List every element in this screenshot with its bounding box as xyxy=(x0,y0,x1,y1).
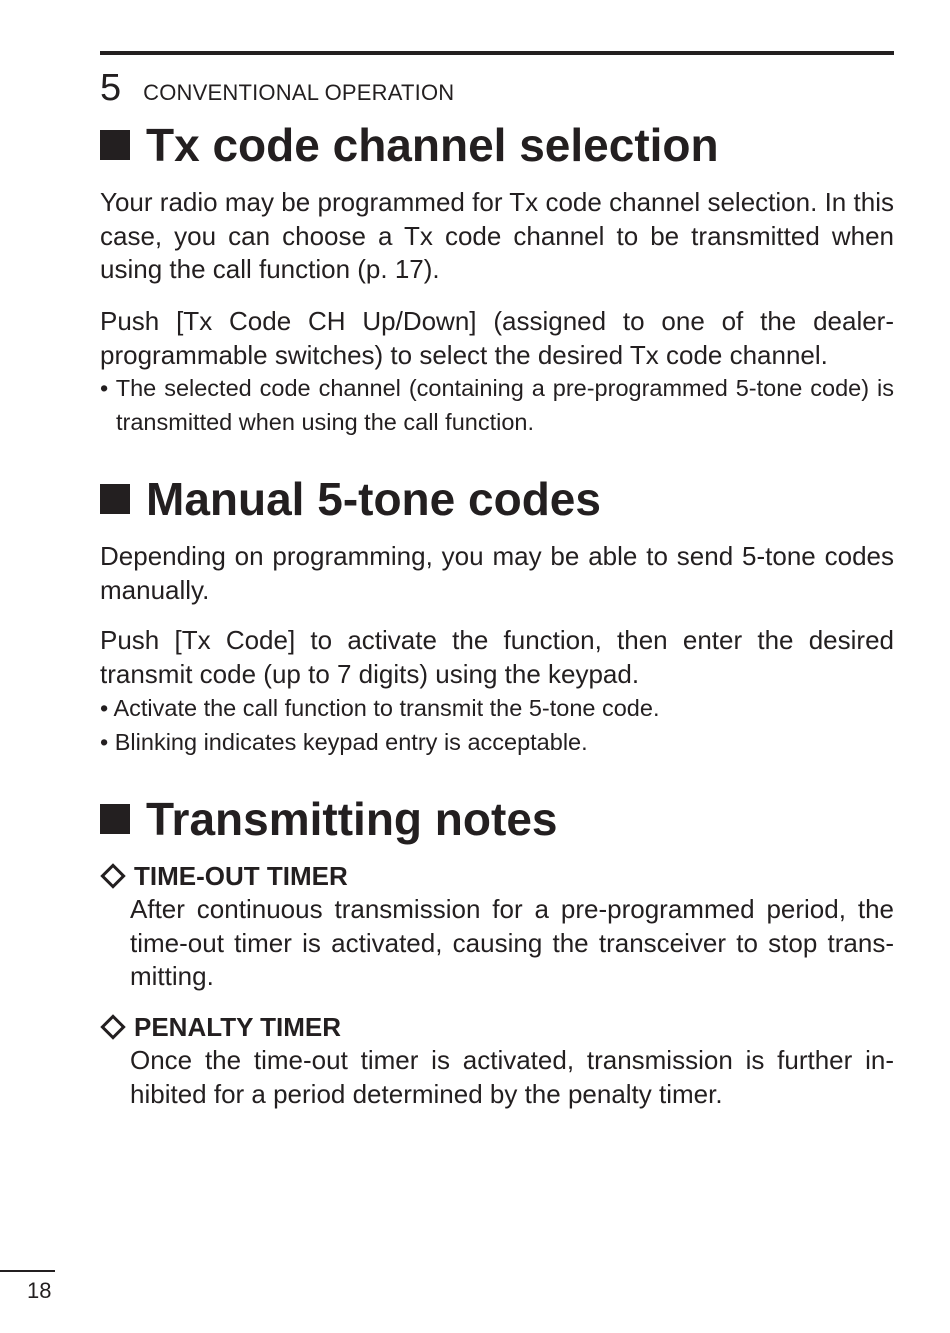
subheading-title: TIME-OUT TIMER xyxy=(134,861,348,891)
footer-rule xyxy=(0,1270,55,1272)
square-bullet-icon xyxy=(100,804,130,834)
bullet-item: • Blinking indicates keypad entry is acceptable. xyxy=(100,729,588,755)
chapter-title: CONVENTIONAL OPERATION xyxy=(143,80,455,105)
running-head xyxy=(100,66,454,110)
subheading-penalty-timer xyxy=(100,1010,341,1044)
diamond-icon xyxy=(100,863,125,888)
subheading-time-out-timer xyxy=(100,859,348,893)
paragraph: Push [Tx Code CH Up/Down] (assigned to one of the dealer-programmable switches) to select the desired Tx code channel. xyxy=(100,306,894,370)
subheading-title: PENALTY TIMER xyxy=(134,1012,342,1042)
page-number: 18 xyxy=(27,1278,52,1303)
section-title: Manual 5-tone codes xyxy=(146,473,601,525)
paragraph: Your radio may be programmed for Tx code channel selection. In this case, you can choose a Tx code channel to be transmitted when using the call function (p. 17). xyxy=(100,187,894,284)
subsection-text: After continuous transmission for a pre-programmed period, the time-out timer is activated, causing the transceiver to stop trans-mitting. xyxy=(130,894,894,991)
subsection-text: Once the time-out timer is activated, transmission is further in-hibited for a period determined by the penalty timer. xyxy=(130,1045,894,1109)
bullet-item: • Activate the call function to transmit the 5-tone code. xyxy=(100,695,660,721)
section-title: Transmitting notes xyxy=(146,793,558,845)
diamond-icon xyxy=(100,1014,125,1039)
square-bullet-icon xyxy=(100,484,130,514)
top-rule xyxy=(100,51,894,55)
paragraph: Push [Tx Code] to activate the function, then enter the desired transmit code (up to 7 digits) using the keypad. xyxy=(100,625,894,689)
paragraph: Depending on programming, you may be able to send 5-tone codes manually. xyxy=(100,541,894,605)
section-heading-tx-code-channel xyxy=(100,117,719,173)
section-title: Tx code channel selection xyxy=(146,119,719,171)
square-bullet-icon xyxy=(100,130,130,160)
section-heading-manual-5-tone xyxy=(100,471,601,527)
chapter-number: 5 xyxy=(100,67,122,109)
section-heading-transmitting-notes xyxy=(100,791,557,847)
bullet-item: • The selected code channel (containing a pre-programmed 5-tone code) is transmitted when using the call function. xyxy=(100,375,894,435)
